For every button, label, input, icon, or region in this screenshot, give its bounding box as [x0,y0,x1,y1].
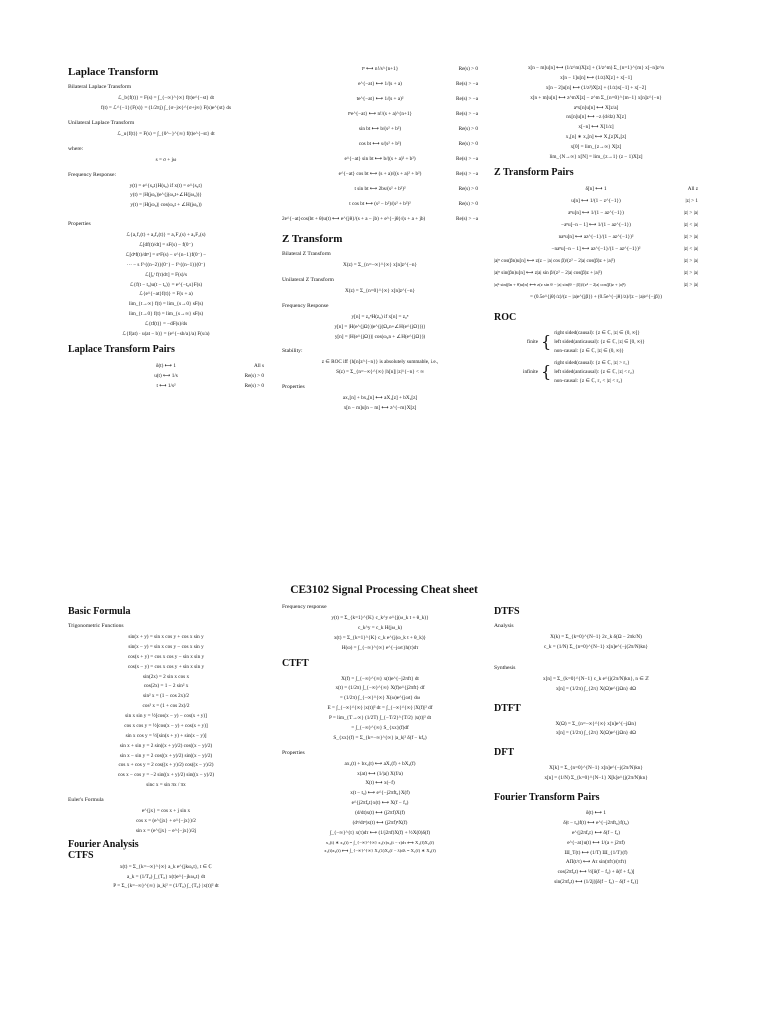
stability-sum-eq: S(z) = Σ_{n=−∞}^{∞} |h[n]| |z|^{−n} < ∞ [336,369,424,376]
equation: X(f) = ∫_{−∞}^{∞} x(t)e^{−j2πft} dt [341,675,419,682]
transform-pair [494,184,698,196]
equation: X[k] = Σ_{n=0}^{N−1} x[n]e^{−j(2π/N)kn} [549,765,643,772]
pair-formula: te^{−at} ⟷ 1/(s + a)² [356,96,404,102]
equation: x[−n] ⟷ X[1/z] [578,124,614,131]
dft-eqs [494,764,698,784]
transform-pair [494,232,698,244]
inverse-laplace-eq: f(t) = ℒ^{−1}{F(s)} = (1/2πj) ∫_{σ−j∞}^{σ+j∞} F(s)e^{st} ds [101,104,231,111]
trig-label: Trigonometric Functions [68,623,124,629]
pair-formula: t cos bt ⟷ (s² − b²)/(s² + b²)² [349,201,411,207]
equation: lim_{N→∞} x[N] = lim_{z→1} (z − 1)X[z] [549,153,643,160]
transform-pair [494,208,698,220]
roc-finite-label: finite [527,339,538,346]
synthesis-label: Synthesis [494,664,516,671]
pair-region: Re(s) > 0 [458,141,478,147]
equation: S_{xx}(f) = Σ_{k=−∞}^{∞} |a_k|² δ(f − kf₀) [333,734,427,741]
equation: x₁(t) ∗ x₂(t) = ∫_{−∞}^{∞} x₁(τ)x₂(t − τ)dτ ⟷ X₁(f)X₂(f) [325,839,435,845]
equation: H(ω) = ∫_{−∞}^{∞} e^{−jωτ}h(τ)dτ [341,644,419,651]
equation: ℒ{a₁f₁(t) + a₂f₂(t)} = a₁F₁(s) + a₂F₂(s) [126,232,206,239]
equation: sin x cos y = ½[sin(x + y) + sin(x − y)] [125,732,207,739]
equation: aⁿx[n]u[n] ⟷ X[z/a] [573,104,619,111]
pair-region: Re(s) > 0 [458,126,478,132]
equation: sin x sin y = ½[cos(x − y) − cos(x + y)] [125,713,207,719]
equation: cos x − cos y = −2 sin((x + y)/2) sin((x − y)/2) [117,772,215,779]
pair-formula: cos bt ⟷ s/(s² + b²) [358,141,402,147]
pair-formula: e^{−at} sin bt ⟷ b/((s + a)² + b²) [344,156,416,162]
bilateral-z-eq: X(z) = Σ_{n=−∞}^{∞} x[n]z^{−n} [342,262,418,268]
equation: lim_{t→∞} f(t) = lim_{s→0} sF(s) [128,301,204,308]
equation: δ(t − t₀)f(t) ⟷ e^{−j2πft₀}f(t₀) [563,819,629,826]
pair-region: |z| > |a| [683,257,698,264]
equation: c_k = (1/N) Σ_{n=0}^{N−1} x[n]e^{−j(2π/N)kn} [544,643,648,650]
ctft-properties-label: Properties [282,749,305,756]
laplace-freq-eqs [68,182,264,212]
top-column-2 [282,64,478,414]
roc-line: right sided(causal): {z ∈ ℂ, |z| > r₁} [554,359,630,366]
equation: ℒ[df(t)/dt] = sF(s) − f(0⁻) [139,242,193,248]
pair-formula: = (0.5e^{jθ}/z)/(z − |a|e^{jβ}) + (0.5e^{−jθ}/z)/(z − |a|e^{−jβ}) [529,293,663,300]
equation: sin x − sin y = 2 cos((x + y)/2) sin((x − y)/2) [119,752,213,759]
equation: P = lim_{T→∞} (1/2T) ∫_{−T/2}^{T/2} |x(t)|² dt [328,715,432,721]
ctft-heading: CTFT [282,657,309,669]
unilateral-z-eq: X(z) = Σ_{n=0}^{∞} x[n]z^{−n} [344,287,416,294]
equation: (d/dt)x(t) ⟷ (j2πf)X(f) [355,810,405,816]
equation: AΠ(t/τ) ⟷ Aτ sin(πfτ)/(πfτ) [565,859,627,866]
equation: E = ∫_{−∞}^{∞} |x(t)|² dt = ∫_{−∞}^{∞} |X(f)|² df [327,705,433,712]
equation: cos(x − y) = cos x cos y + sin x sin y [127,663,205,670]
equation: cos(x + y) = cos x cos y − sin x sin y [127,653,205,660]
transform-pair [494,196,698,208]
pair-region: Re(s) > 0 [244,382,264,389]
roc-infinite-label: infinite [523,369,538,376]
equation: X(Ω) = Σ_{n=−∞}^{∞} x[n]e^{−jΩn} [555,720,637,727]
pair-region: |z| < |a| [683,245,698,252]
pair-region: |z| < |a| [683,221,698,228]
equation: x[n] = (1/N) Σ_{k=0}^{N−1} X[k]e^{j(2π/N)kn} [544,775,648,782]
pair-region: |z| > |a| [683,269,698,276]
laplace-pairs-heading: Laplace Transform Pairs [68,343,175,355]
bottom-column-1 [68,602,264,892]
pair-formula: e^{−at} ⟷ 1/(s + a) [358,81,402,87]
equation: x[n] = (1/2π) ∫_{2π} X(Ω)e^{jΩn} dΩ [555,685,637,692]
euler-label: Euler's Formula [68,797,104,803]
pair-formula: tⁿe^{−at} ⟷ n!/(s + a)^{n+1} [347,111,413,117]
page-title: CE3102 Signal Processing Cheat sheet [290,584,478,596]
z-more-properties [494,64,698,163]
transform-pair [68,371,264,381]
pair-formula: t ⟷ 1/s² [156,382,176,389]
equation: e^{−at}u(t) ⟷ 1/(a + j2πf) [567,839,625,846]
z-freq-label: Frequency Response [282,302,329,309]
transform-pair [282,94,478,109]
equation: y[n] = |H(e^{jΩ})| cos(ω₀n + ∠H(e^{jΩ})) [334,333,426,340]
stability-label: Stability: [282,348,303,355]
equation: cos x cos y = ½[cos(x − y) + cos(x + y)] [124,722,208,729]
equation: y[n] = |H(e^{jΩ})|e^{j(Ω₀n+∠H(e^{jΩ}))} [334,323,426,330]
laplace-properties-label: Properties [68,221,91,228]
laplace-properties-eqs [68,231,264,340]
fourier-pairs-heading: Fourier Transform Pairs [494,792,600,803]
equation: y[n] = z₀ⁿH(z₀) if x[n] = z₀ⁿ [351,313,409,320]
transform-pair [282,139,478,154]
equation: y(t) = Σ_{k=1}^{K} c_k^y e^{j(ω_k t + θ_k)} [331,615,429,621]
equation: x[n + m]u[n] ⟷ z^mX[z] − z^m Σ_{n=0}^{m−1} x[n]z^{−n} [530,94,662,101]
transform-pair [282,64,478,79]
pair-formula: |a|ⁿ sin(βn + θ)u[n] ⟷ z(z sin θ − |a| sin(θ − β))/(z² − 2|a| cos(β)z + |a|²) [494,281,626,287]
equation: x₁[n] ∗ x₂[n] ⟷ X₁[z]X₂[z] [565,134,627,141]
synthesis-eqs [494,675,698,695]
equation: ℒ[∫₀ᵗ f(τ)dτ] = F(s)/s [145,271,187,278]
equation: x[n] = (1/2π) ∫_{2π} X(Ω)e^{jΩn} dΩ [555,730,637,737]
roc-line: non-causal: {z ∈ ℂ, r₁ < |z| < r₂} [554,377,623,384]
equation: x[0] = lim_{z→∞} X[z] [570,144,622,150]
pair-region: |z| > |a| [683,209,698,216]
bilateral-z-label: Bilateral Z Transform [282,251,331,257]
equation: x(t) = Σ_{k=−∞}^{∞} a_k e^{jkω₀t}, t ∈ ℂ [119,863,213,870]
equation: c_k^y = c_k H(jω_k) [357,624,403,631]
equation: sin(2x) = 2 sin x cos x [142,673,190,680]
dtft-heading: DTFT [494,702,521,714]
bottom-column-3 [494,602,698,888]
equation: sin(x + y) = sin x cos y + cos x sin y [128,634,204,640]
pair-formula: 2e^{−at}cos(bt + θ)u(t) ⟷ e^{jθ}/(s + a − jb) + e^{−jθ}/(s + a + jb) [282,216,426,222]
equation: X(t) ⟷ x(−f) [365,780,395,787]
equation: cos² x = (1 + cos 2x)/2 [142,703,190,710]
equation: cos(2x) = 1 − 2 sin² x [143,683,189,690]
pair-region: |z| > 1 [685,197,698,204]
trig-eqs [68,633,264,791]
pair-formula: δ(t) ⟷ 1 [156,362,176,369]
transform-pair [282,154,478,169]
pair-formula: naⁿu[n] ⟷ az^{−1}/(1 − az^{−1})² [558,233,634,240]
equation: δ(t) ⟷ 1 [586,810,606,816]
equation: x[n] = Σ_{k=0}^{N−1} c_k e^{j(2π/N)kn}, n ∈ ℤ [543,675,649,682]
fourier-pairs-eqs [494,809,698,888]
transform-pair [68,361,264,371]
ctfs-eqs [68,863,264,893]
equation: X(k) = Σ_{k=0}^{N−1} 2c_k δ(Ω − 2πk/N) [550,634,642,640]
pair-formula: t sin bt ⟷ 2bs/(s² + b²)² [354,186,406,192]
transform-pair [282,199,478,214]
pair-region: Re(s) > −a [456,171,478,177]
unilateral-laplace-label: Unilateral Laplace Transform [68,119,135,126]
dtfs-heading: DTFS [494,606,520,617]
equation: ∫_{−∞}^{t} x(τ)dτ ⟷ (1/j2πf)X(f) + ½X(0)δ(f) [329,829,431,836]
pair-formula: −aⁿu[−n − 1] ⟷ 1/(1 − az^{−1}) [561,221,631,228]
equation: cos x = (e^{jx} + e^{−jx})/2 [136,817,196,824]
equation: x(t) = Σ_{k=1}^{K} c_k e^{j(ω_k t + θ_k)} [333,634,427,641]
pair-formula: |a|ⁿ cos(βn)u[n] ⟷ z(z − |a| cos β)/(z² − 2|a| cos(β)z + |a|²) [494,257,616,264]
pair-formula: e^{−at} cos bt ⟷ (s + a)/((s + a)² + b²) [338,171,422,177]
top-column-1 [68,62,264,391]
left-brace-icon: { [541,362,552,382]
pair-formula: u(t) ⟷ 1/s [154,372,178,379]
equation: ··· − s f^{(n−2)}(0⁻) − f^{(n−1)}(0⁻) [126,261,206,268]
equation: sinc x = sin πx / πx [146,782,186,789]
pair-region: All z [687,185,698,192]
pair-region: Re(s) > −a [456,156,478,162]
transform-pair [494,220,698,232]
unilateral-z-label: Unilateral Z Transform [282,276,334,283]
dft-heading: DFT [494,747,514,759]
equation: x[n − 2]u[n] ⟷ (1/z²)X[z] + (1/z)x[−1] + x[−2] [545,84,647,91]
roc-finite-list [554,329,645,356]
equation: sin x = (e^{jx} − e^{−jx})/2j [135,827,197,834]
equation: y(t) = e^{s₀t}H(s₀) if x(t) = e^{s₀t} [129,182,203,189]
where-label: where: [68,145,84,152]
equation: = (1/2π) ∫_{−∞}^{∞} X(ω)e^{jωt} dω [339,695,421,702]
left-brace-icon: { [541,332,552,352]
pair-region: Re(s) > −a [456,216,478,222]
laplace-freq-label: Frequency Response: [68,171,117,178]
z-pairs-heading: Z Transform Pairs [494,166,574,178]
transform-pair [494,256,698,268]
equation: = ∫_{−∞}^{∞} S_{xx}(f)df [351,724,409,731]
freq-response-eqs [282,614,478,654]
pair-region: Re(s) > −a [456,111,478,117]
equation: y(t) = |H(jω₀)| cos(ω₀t + ∠H(jω₀)) [130,202,202,209]
equation: y(t) = |H(jω₀)|e^{j(ω₀t+∠H(jω₀))} [130,192,202,199]
roc-line: right sided(causal): {z ∈ ℂ, |z| ∈ (0, ∞]} [554,329,640,336]
transform-pair [282,184,478,199]
pair-region: |z| > |a| [683,233,698,240]
transform-pair [68,381,264,391]
transform-pair [494,244,698,256]
equation: ℒ{e^{−at}f(t)} = F(s + a) [139,291,193,298]
transform-pair [494,280,698,292]
pair-region: Re(s) > −a [456,81,478,87]
equation: e^{j2πf₀t} ⟷ δ(f − f₀) [571,829,621,836]
roc-finite-group [514,329,698,356]
equation: x[n − 1]u[n] ⟷ (1/z)X[z] + x[−1] [560,74,632,81]
equation: cos x + cos y = 2 cos((x + y)/2) cos((x − y)/2) [118,762,214,769]
stability-eq: z ∈ ROC iff {h[n]z^{−n}} is absolutely summable, i.e., [321,359,439,366]
pair-formula: tⁿ ⟷ n!/s^{n+1} [361,66,399,72]
analysis-eqs [494,633,698,653]
equation: lim_{t→0} f(t) = lim_{s→∞} sF(s) [128,311,204,318]
pair-region: |z| > |a| [683,281,698,288]
equation: (dⁿ/dtⁿ)x(t) ⟷ (j2πf)ⁿX(f) [352,819,408,826]
top-column-3 [494,64,698,389]
unilateral-laplace-eq: ℒ_u{f(t)} = F(s) = ∫_{0^−}^{∞} f(t)e^{−st} dt [117,130,215,137]
transform-pair [282,214,478,229]
pair-region: Re(s) > 0 [244,372,264,379]
transform-pair [282,79,478,94]
equation: ℒ{tf(t)} = −dF(s)/ds [144,321,188,327]
transform-pair [282,169,478,184]
equation: Ш_T(t) ⟷ (1/T) Ш_{1/T}(f) [564,849,628,856]
equation: sin(2πf₀t) ⟷ (1/2j)[δ(f − f₀) − δ(f + f₀)] [554,879,638,886]
bottom-column-2 [282,602,478,856]
where-eq: s = σ + jω [155,156,177,163]
equation: P = Σ_{k=−∞}^{∞} |a_k|² = (1/T₀) ∫_{T₀} |x(t)|² dt [113,883,219,890]
analysis-label: Analysis [494,623,514,629]
equation: sin² x = (1 − cos 2x)/2 [142,693,190,700]
roc-heading: ROC [494,311,517,323]
transform-pair [282,109,478,124]
equation: x(t) = (1/2π) ∫_{−∞}^{∞} X(f)e^{j2πft} df [335,685,425,692]
equation: cos(2πf₀t) ⟷ ½[δ(f − f₀) + δ(f + f₀)] [557,869,635,876]
equation: ax₁[n] + bx₂[n] ⟷ aX₁[z] + bX₂[z] [342,395,418,402]
roc-line: left sided(anticausal): {z ∈ ℂ, |z| < r₂} [554,368,635,375]
equation: x(at) ⟷ (1/|a|) X(f/a) [357,770,403,777]
equation: e^{jx} = cos x + j sin x [141,808,191,814]
bilateral-laplace-label: Bilateral Laplace Transform [68,84,132,90]
equation: x(t − t₀) ⟷ e^{−j2πft₀}X(f) [350,790,410,797]
ctft-properties-eqs [282,760,478,856]
roc-infinite-list [554,359,634,386]
pair-formula: u[n] ⟷ 1/(1 − z^{−1}) [571,197,621,204]
transform-pair [494,292,698,304]
equation: a_k = (1/T₀) ∫_{T₀} x(t)e^{−jkω₀t} dt [126,873,206,880]
ctfs-heading: CTFS [68,849,94,861]
pair-region: Re(s) > 0 [458,186,478,192]
roc-line: non-causal: {z ∈ ℂ, |z| ∈ (0, ∞)} [554,347,624,354]
equation: x[n − m]u[n − m] ⟷ z^{−m}X[z] [343,405,417,411]
equation: ax₁(t) + bx₂(t) ⟷ aX₁(f) + bX₂(f) [344,760,416,767]
equation: ℒ[dⁿf(t)/dtⁿ] = sⁿF(s) − s^{n−1}f(0⁻) − [125,251,207,258]
equation: sin x + sin y = 2 sin((x + y)/2) cos((x − y)/2) [119,742,213,749]
roc-line: left sided(anticausal): {z ∈ ℂ, |z| ∈ [0, ∞)} [554,338,645,345]
z-transform-heading: Z Transform [282,233,343,245]
equation: ℒ{f(t − t₀)u(t − t₀)} = e^{−t₀s}F(s) [129,281,203,288]
equation: x₁(t)x₂(t) ⟷ ∫_{−∞}^{∞} X₁(λ)X₂(f − λ)dλ = X₁(f) ∗ X₂(f) [324,848,436,854]
equation: sin(x − y) = sin x cos y − cos x sin y [128,643,204,650]
freq-response-label: Frequency response [282,604,327,610]
pair-region: Re(s) > 0 [458,66,478,72]
equation: nx[n]u[n] ⟷ −z (d/dz) X[z] [566,114,626,121]
transform-pair [494,268,698,280]
equation: ℒ{f(at) · u(at − b)} = (e^{−sb/a}/a) F(s/a) [122,330,210,337]
fourier-analysis-heading: Fourier Analysis [68,838,139,850]
pair-formula: sin bt ⟷ b/(s² + b²) [358,126,402,132]
roc-infinite-group [514,359,698,386]
pair-region: All s [254,362,264,369]
z-freq-eqs [282,313,478,343]
laplace-heading: Laplace Transform [68,66,159,78]
pair-formula: δ[n] ⟷ 1 [585,185,607,192]
equation: x[n − m]u[n] ⟷ (1/z^m)X[z] + (1/z^m) Σ_{n=1}^{m} x[−n]z^n [527,65,665,71]
transform-pair [282,124,478,139]
dtft-eqs [494,720,698,740]
bilateral-laplace-eq: ℒ_b{f(t)} = F(s) = ∫_{−∞}^{∞} f(t)e^{−st} dt [117,95,214,101]
ctft-eqs [282,675,478,744]
pair-region: Re(s) > 0 [458,201,478,207]
pair-formula: −naⁿu[−n − 1] ⟷ az^{−1}/(1 − az^{−1})² [551,245,641,252]
pair-formula: |a|ⁿ sin(βn)u[n] ⟷ z|a| sin β/(z² − 2|a| cos(β)z + |a|²) [494,269,603,276]
euler-eqs [68,807,264,837]
z-properties-label: Properties [282,384,305,391]
equation: e^{j2πf₀t}x(t) ⟷ X(f − f₀) [351,800,409,807]
pair-region: Re(s) > −a [456,96,478,102]
basic-formula-heading: Basic Formula [68,606,131,617]
pair-formula: aⁿu[n] ⟷ 1/(1 − az^{−1}) [568,209,624,216]
